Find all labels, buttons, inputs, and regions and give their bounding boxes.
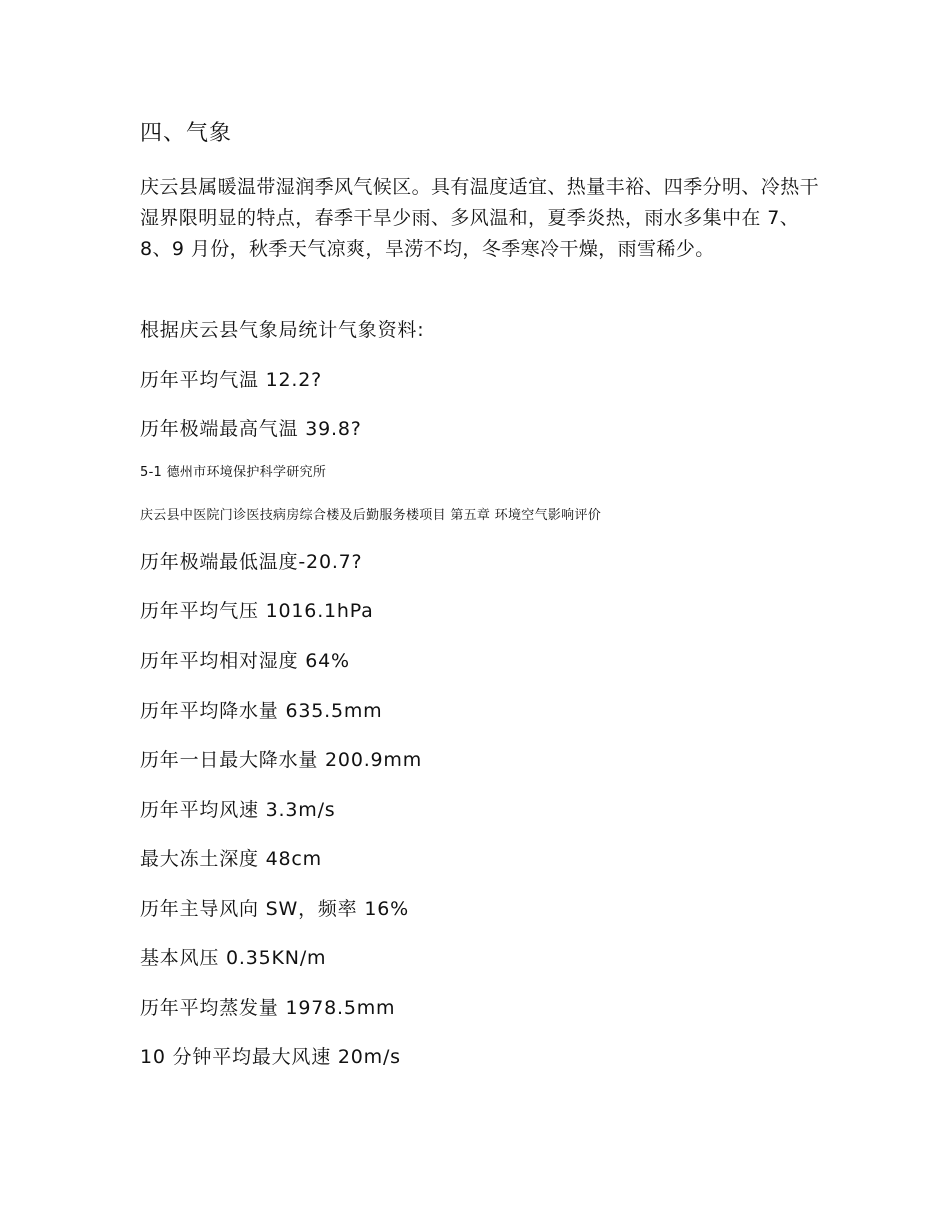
section-heading: 四、气象 <box>140 121 233 146</box>
stat-line: 历年平均相对湿度 64% <box>140 650 350 672</box>
page-footer: 5-1 德州市环境保护科学研究所 <box>140 465 327 480</box>
data-source-line: 根据庆云县气象局统计气象资料: <box>140 319 425 341</box>
stat-line: 历年平均降水量 635.5mm <box>140 700 383 722</box>
stat-line: 10 分钟平均最大风速 20m/s <box>140 1046 401 1068</box>
stat-line: 历年平均气温 12.2? <box>140 369 323 391</box>
stat-line: 历年平均风速 3.3m/s <box>140 799 336 821</box>
stat-line: 历年平均蒸发量 1978.5mm <box>140 997 396 1019</box>
stat-line: 历年平均气压 1016.1hPa <box>140 600 374 622</box>
stat-line: 历年极端最低温度-20.7? <box>140 551 363 573</box>
stat-line: 基本风压 0.35KN/m <box>140 947 327 969</box>
page-header: 庆云县中医院门诊医技病房综合楼及后勤服务楼项目 第五章 环境空气影响评价 <box>140 508 602 523</box>
stat-line: 历年极端最高气温 39.8? <box>140 418 362 440</box>
stat-line: 历年主导风向 SW，频率 16% <box>140 898 409 920</box>
climate-intro-paragraph: 庆云县属暖温带湿润季风气候区。具有温度适宜、热量丰裕、四季分明、冷热干湿界限明显的特点，春季干旱少雨、多风温和，夏季炎热，雨水多集中在 7、8、9 月份，秋季天气凉爽，旱涝不均，冬季寒冷干燥，雨雪稀少。 <box>140 176 820 260</box>
stat-line: 最大冻土深度 48cm <box>140 848 322 870</box>
stat-line: 历年一日最大降水量 200.9mm <box>140 749 423 771</box>
